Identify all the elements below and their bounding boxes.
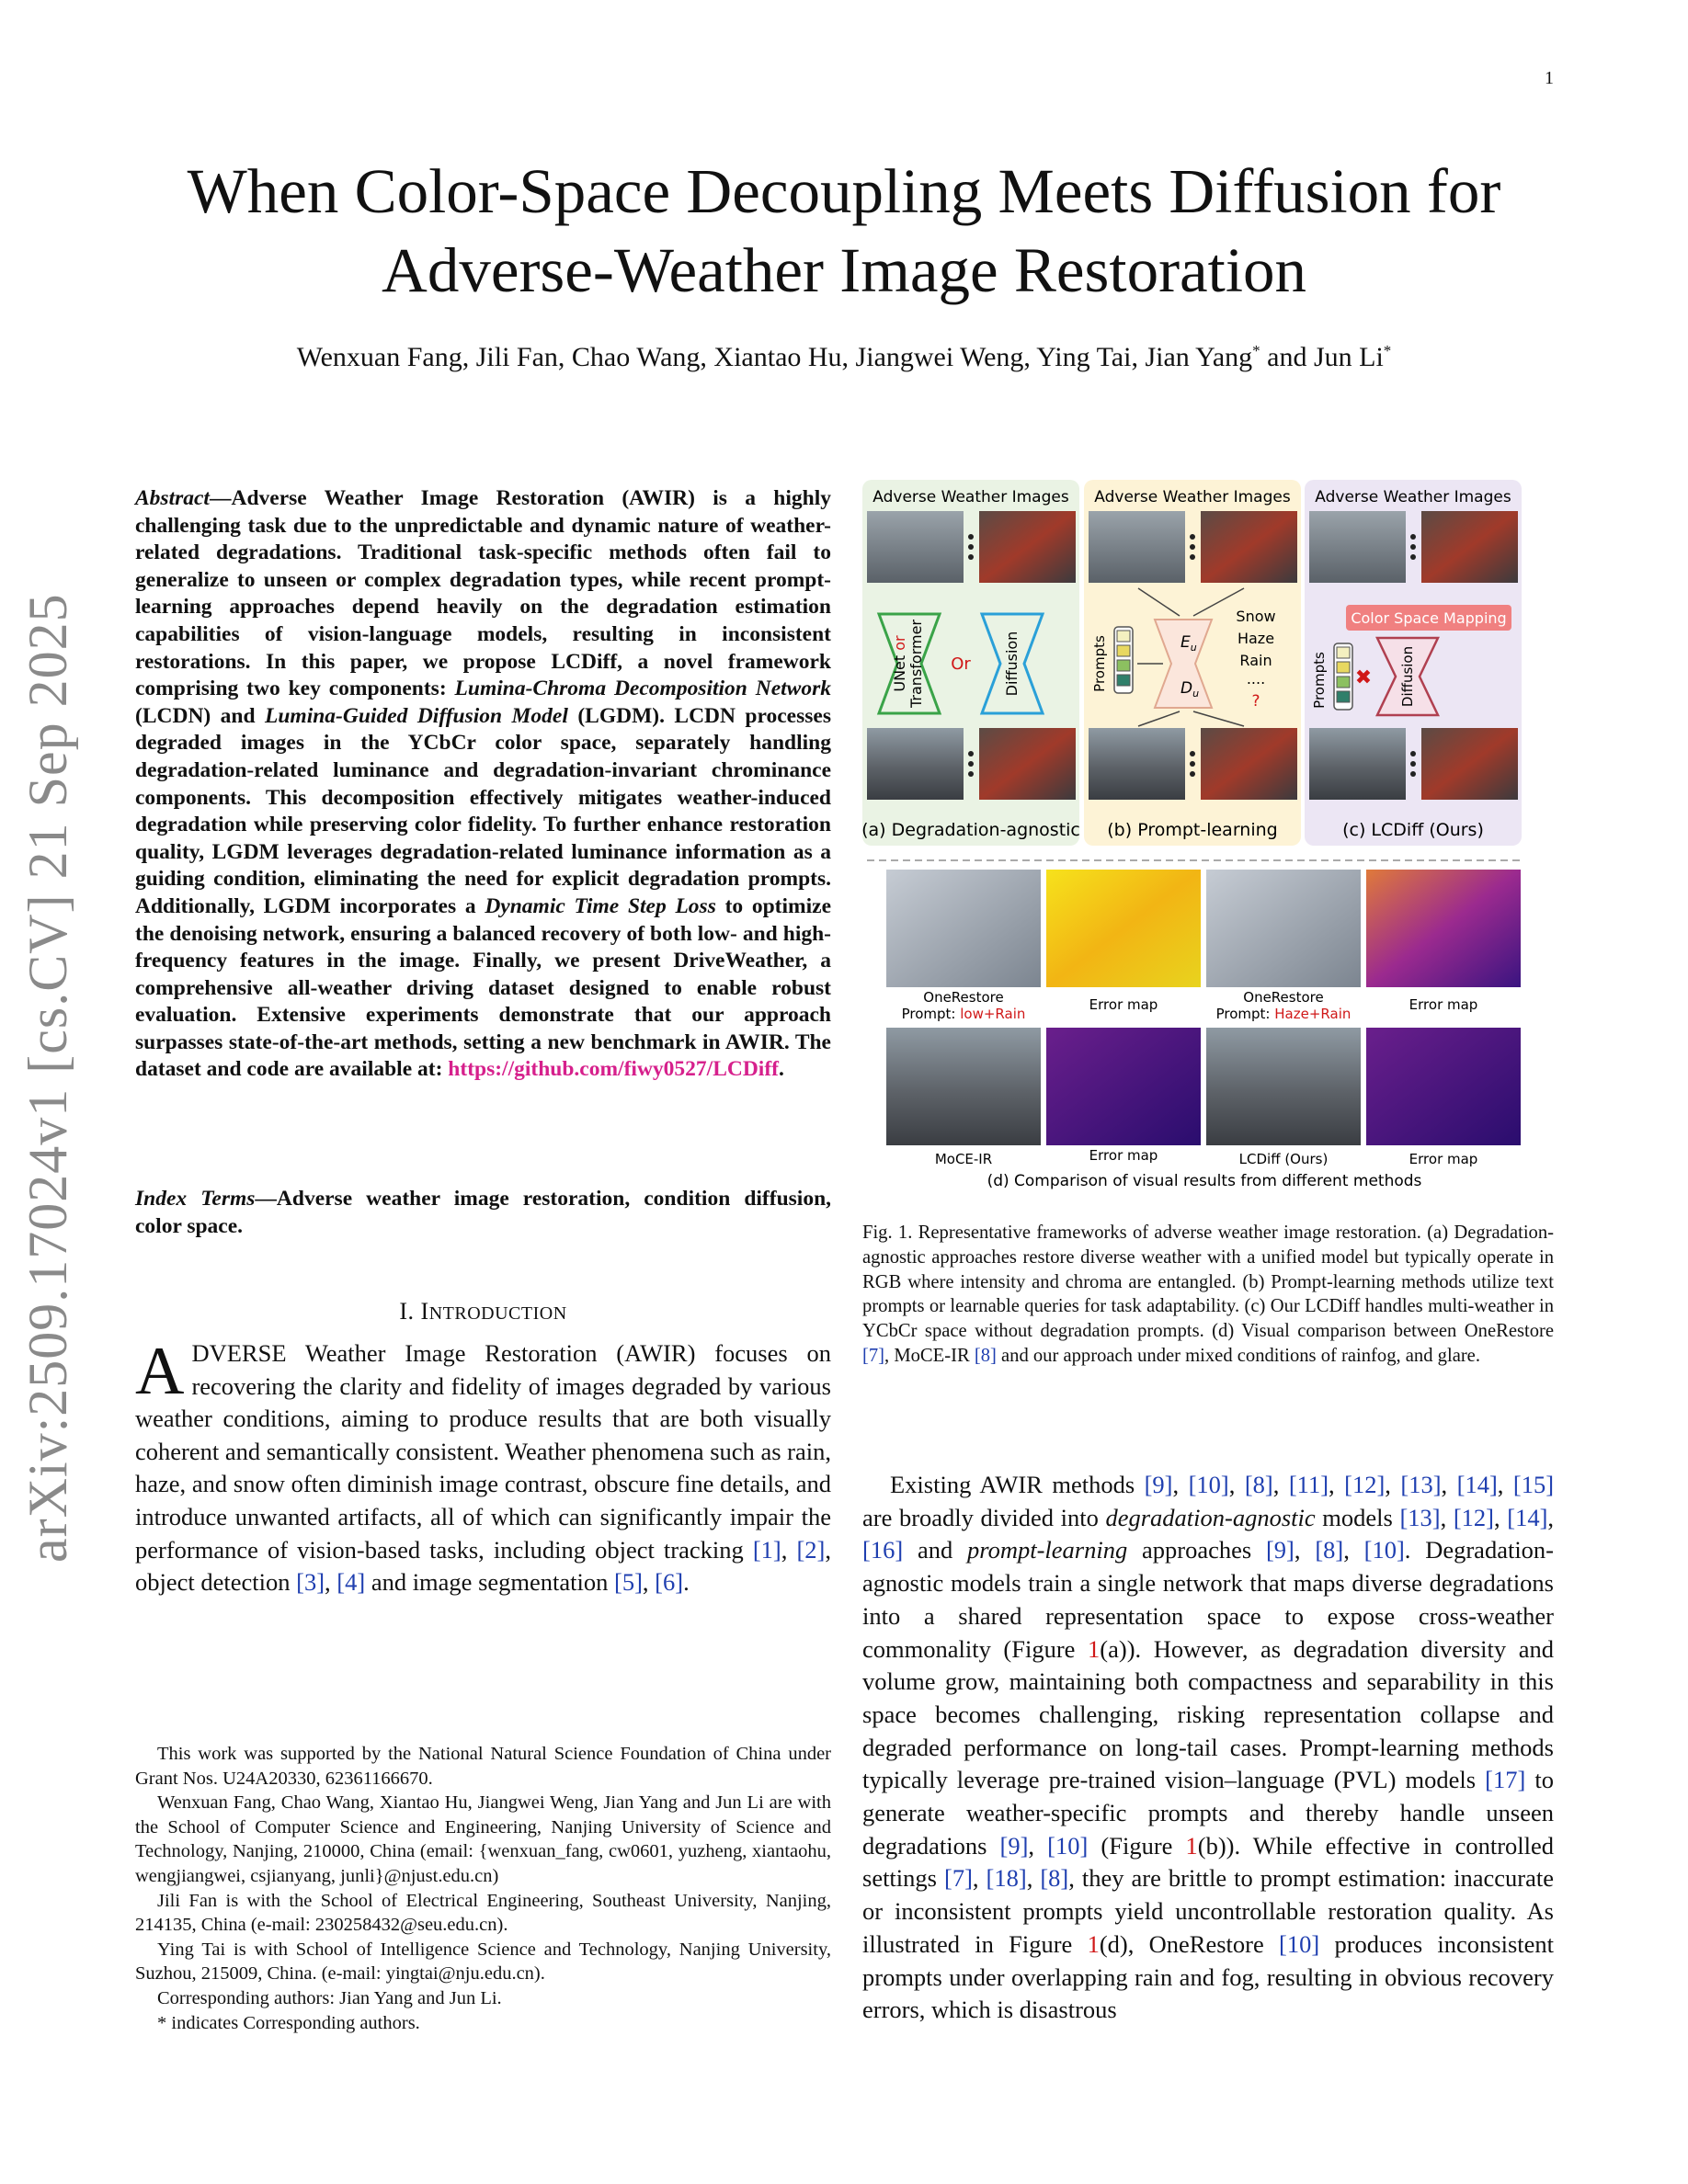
panel-b-title: Adverse Weather Images bbox=[1094, 488, 1291, 506]
citation[interactable]: [12] bbox=[1344, 1471, 1386, 1498]
body-text: are broadly divided into bbox=[862, 1503, 1106, 1531]
sep: , bbox=[1441, 1471, 1457, 1498]
error-map-label: Error map bbox=[1409, 1151, 1478, 1167]
citation[interactable]: [18] bbox=[986, 1864, 1027, 1893]
sep: , bbox=[1494, 1503, 1508, 1531]
caption-text: , MoCE-IR bbox=[884, 1345, 975, 1366]
author-list bbox=[129, 342, 1559, 373]
citation[interactable]: [13] bbox=[1399, 1503, 1441, 1531]
citation[interactable]: [7] bbox=[862, 1345, 885, 1366]
authors-text: Wenxuan Fang, Jili Fan, Chao Wang, Xiantao Hu, Jiangwei Weng, Ying Tai, Jian Yang bbox=[296, 342, 1253, 372]
sep: , bbox=[1294, 1536, 1316, 1564]
citation[interactable]: [14] bbox=[1456, 1471, 1498, 1498]
body-text: produces inconsistent prompts under overlapping rain and fog, resulting in obvious recovery errors, which is disastrous bbox=[862, 1929, 1555, 2024]
prompt-line: Prompt: low+Rain bbox=[901, 1006, 1026, 1022]
or-label: Or bbox=[951, 654, 971, 674]
citation[interactable]: [10] bbox=[1188, 1471, 1229, 1498]
citation[interactable]: [6] bbox=[655, 1568, 684, 1597]
cross-icon: ✖ bbox=[1354, 666, 1373, 689]
body-text: Existing AWIR methods bbox=[890, 1471, 1145, 1498]
question-label: ? bbox=[1251, 692, 1260, 711]
footnotes bbox=[135, 1742, 831, 2035]
body-text: . Degradation-agnostic models train a single network that maps diverse degradations into a shared representation space to expose cross-weather commonality (Figure bbox=[862, 1536, 1555, 1663]
citation[interactable]: [11] bbox=[1288, 1471, 1329, 1498]
figure-1-svg bbox=[862, 480, 1557, 1197]
corresponding-mark: * bbox=[1252, 342, 1260, 359]
output-image-road bbox=[867, 728, 964, 800]
abstract-text-2: (LCDN) and bbox=[135, 703, 265, 728]
citation[interactable]: [10] bbox=[1047, 1831, 1089, 1860]
intro-sep: , bbox=[325, 1568, 337, 1597]
figure-ref[interactable]: 1 bbox=[1185, 1831, 1198, 1860]
citation[interactable]: [10] bbox=[1279, 1929, 1320, 1958]
sep: , bbox=[1547, 1503, 1555, 1531]
prompts-label-c: Prompts bbox=[1311, 652, 1328, 709]
transformer-label: Transformer bbox=[907, 619, 925, 709]
title-line-2: Adverse-Weather Image Restoration bbox=[381, 235, 1307, 305]
term-degradation-agnostic: degradation-agnostic bbox=[1105, 1503, 1316, 1531]
footnote-affiliation-1: Wenxuan Fang, Chao Wang, Xiantao Hu, Jiangwei Weng, Jian Yang and Jun Li are with the School of Computer Science and Engineering, Nanjing University of Science and Technology, Nanjing, 210000, China (email: {wenxuan_fang, cw0601, yuzheng, xiantaohu, wengjiangwei, csjianyang, junli}@njust.edu.cn) bbox=[135, 1792, 831, 1886]
abstract-end: . bbox=[779, 1057, 784, 1082]
index-terms-lead: Index Terms bbox=[135, 1187, 256, 1211]
output-image-street bbox=[979, 728, 1076, 800]
intro-text: and image segmentation bbox=[365, 1568, 614, 1597]
error-map-label: Error map bbox=[1089, 1147, 1158, 1164]
onerestore-result-image bbox=[886, 870, 1041, 987]
figure-ref[interactable]: 1 bbox=[1087, 1929, 1100, 1958]
abstract-text-4: to optimize the denoising network, ensuring a balanced recovery of both low- and high-frequency features in the image. Finally, we present DriveWeather, a comprehensive all-weather driving dataset designed to enable robust evaluation. Extensive experiments demonstrate that our approach surpasses state-of-the-art methods, setting a new benchmark in AWIR. The dataset and code are available at: bbox=[135, 893, 832, 1082]
corresponding-mark-2: * bbox=[1383, 342, 1392, 359]
citation[interactable]: [8] bbox=[1315, 1536, 1344, 1564]
abstract-lead: Abstract bbox=[135, 486, 210, 510]
caption-c: (c) LCDiff (Ours) bbox=[1342, 820, 1484, 840]
snow-label: Snow bbox=[1236, 608, 1276, 625]
title-line-1: When Color-Space Decoupling Meets Diffusion for bbox=[187, 156, 1501, 226]
term-prompt-learning: prompt-learning bbox=[967, 1536, 1128, 1564]
drop-cap: A bbox=[135, 1334, 185, 1409]
abstract-lgdm: Lumina-Guided Diffusion Model bbox=[265, 703, 568, 728]
input-image-street bbox=[979, 511, 1076, 583]
onerestore-label: OneRestore bbox=[1243, 989, 1324, 1006]
right-column-text bbox=[862, 1469, 1554, 2027]
error-map-image bbox=[1046, 870, 1201, 987]
arxiv-stamp: arXiv:2509.17024v1 [cs.CV] 21 Sep 2025 bbox=[17, 593, 78, 1563]
citation[interactable]: [16] bbox=[862, 1536, 904, 1564]
output-image-street bbox=[1421, 728, 1518, 800]
body-text: (d), OneRestore bbox=[1099, 1929, 1280, 1958]
body-text: (a)). However, as degradation diversity and volume grow, maintaining both compactness and separability in this space becomes challenging, risking representation collapse and degraded performance on long-tail cases. Prompt-learning methods typically leverage pre-trained vision–language (PVL) models bbox=[862, 1634, 1554, 1794]
output-image-road bbox=[1309, 728, 1406, 800]
figure-caption bbox=[862, 1221, 1554, 1369]
sep: , bbox=[1172, 1471, 1189, 1498]
citation[interactable]: [14] bbox=[1507, 1503, 1548, 1531]
index-terms-text: Adverse weather image restoration, condition diffusion, color space. bbox=[135, 1187, 832, 1238]
section-number: I. bbox=[399, 1298, 421, 1325]
prompts-label: Prompts bbox=[1091, 635, 1108, 692]
caption-text: Fig. 1. Representative frameworks of adverse weather image restoration. (a) Degradation-agnostic approaches restore diverse weather with a unified model but typically operate in RGB where intensity and chroma are entangled. (b) Prompt-learning methods utilize text prompts or learnable queries for task adaptability. (c) Our LCDiff handles multi-weather in YCbCr space without degradation prompts. (d) Visual comparison between OneRestore bbox=[862, 1223, 1554, 1342]
intro-sep: , bbox=[781, 1535, 797, 1564]
input-image-rain bbox=[1089, 511, 1185, 583]
citation[interactable]: [17] bbox=[1485, 1766, 1526, 1794]
haze-label: Haze bbox=[1237, 630, 1275, 647]
sep: , bbox=[1385, 1471, 1401, 1498]
sep: , bbox=[1228, 1471, 1245, 1498]
input-image-rain bbox=[867, 511, 964, 583]
abstract-dtsl: Dynamic Time Step Loss bbox=[485, 893, 716, 918]
caption-a: (a) Degradation-agnostic bbox=[862, 820, 1080, 840]
abstract: Abstract—Adverse Weather Image Restoration (AWIR) is a highly challenging task due to the unpredictable and dynamic nature of weather-related degradations. Traditional task-specific methods often fail to generalize to unseen or complex degradation types, while recent prompt-learning approaches depend heavily on the degradation estimation capabilities of vision-language models, resulting in inconsistent restorations. In this paper, we propose LCDiff, a novel framework comprising two key components: Lumina-Chroma Decomposition Network (LCDN) and Lumina-Guided Diffusion Model (LGDM). LCDN processes degraded images in the YCbCr color space, separately handling degradation-related luminance and degradation-invariant chrominance components. This decomposition effectively mitigates weather-induced degradation while preserving color fidelity. To further enhance restoration quality, LGDM leverages degradation-related luminance information as a guiding condition, eliminating the need for explicit degradation prompts. Additionally, LGDM incorporates a Dynamic Time Step Loss to optimize the denoising network, ensuring a balanced recovery of both low- and high-frequency features in the image. Finally, we present DriveWeather, a comprehensive all-weather driving dataset designed to enable robust evaluation. Extensive experiments demonstrate that our approach surpasses state-of-the-art methods, setting a new benchmark in AWIR. The dataset and code are available at: https://github.com/fiwy0527/LCDiff. bbox=[135, 486, 832, 1082]
caption-d: (d) Comparison of visual results from different methods bbox=[987, 1172, 1422, 1190]
body-text: , they are brittle to prompt estimation: inaccurate or inconsistent prompts yield uncontrollable restoration quality. As illustrated in Figure bbox=[862, 1864, 1555, 1958]
caption-b: (b) Prompt-learning bbox=[1107, 820, 1278, 840]
intro-paragraph bbox=[135, 1334, 831, 1599]
intro-end: . bbox=[683, 1568, 690, 1597]
authors-last: and Jun Li bbox=[1260, 342, 1384, 372]
intro-text: , object detection bbox=[135, 1535, 831, 1597]
sep: , bbox=[972, 1864, 987, 1893]
color-space-mapping-label: Color Space Mapping bbox=[1351, 609, 1507, 627]
citation[interactable]: [10] bbox=[1363, 1536, 1405, 1564]
body-text: (Figure bbox=[1088, 1831, 1186, 1860]
body-text: (b)). While effective in controlled settings bbox=[862, 1831, 1555, 1893]
panel-c-title: Adverse Weather Images bbox=[1315, 488, 1511, 506]
diffusion-label: Diffusion bbox=[1003, 631, 1021, 697]
citation[interactable]: [9] bbox=[999, 1831, 1029, 1860]
body-text: and bbox=[903, 1536, 967, 1564]
citation[interactable]: [3] bbox=[296, 1568, 325, 1597]
input-image-street bbox=[1421, 511, 1518, 583]
body-text: models bbox=[1315, 1503, 1400, 1531]
abstract-lcdn: Lumina-Chroma Decomposition Network bbox=[454, 677, 831, 701]
sep: , bbox=[1497, 1471, 1513, 1498]
sep: , bbox=[1329, 1471, 1345, 1498]
paper-title bbox=[129, 152, 1559, 310]
prompt-line: Prompt: Haze+Rain bbox=[1215, 1006, 1352, 1022]
citation[interactable]: [15] bbox=[1512, 1471, 1555, 1498]
panel-a-title: Adverse Weather Images bbox=[873, 488, 1069, 506]
sep: , bbox=[1440, 1503, 1454, 1531]
error-map-image bbox=[1366, 1028, 1521, 1145]
input-image-rain bbox=[1309, 511, 1406, 583]
figure-ref[interactable]: 1 bbox=[1088, 1634, 1101, 1663]
onerestore-result-image bbox=[1206, 870, 1361, 987]
body-paragraph bbox=[862, 1469, 1554, 2027]
abstract-text-1: Adverse Weather Image Restoration (AWIR) is a highly challenging task due to the unpredictable and dynamic nature of weather-related degradations. Traditional task-specific methods often fail to generalize to unseen or complex degradation types, while recent prompt-learning approaches depend heavily on the degradation estimation capabilities of vision-language models, resulting in inconsistent restorations. In this paper, we propose LCDiff, a novel framework comprising two key components: bbox=[135, 486, 831, 701]
citation[interactable]: [8] bbox=[1040, 1864, 1069, 1893]
citation[interactable]: [8] bbox=[1244, 1471, 1273, 1498]
output-image-road bbox=[1089, 728, 1185, 800]
footnote-affiliation-3: Ying Tai is with School of Intelligence Science and Technology, Nanjing University, Suzhou, 215009, China. (e-mail: yingtai@nju.edu.cn). bbox=[135, 1939, 831, 1985]
citation[interactable]: [8] bbox=[974, 1345, 997, 1366]
comparison-grid bbox=[886, 870, 1521, 1190]
citation[interactable]: [1] bbox=[752, 1535, 781, 1564]
error-map-label: Error map bbox=[1409, 996, 1478, 1013]
section-rest: NTRODUCTION bbox=[428, 1303, 567, 1324]
citation[interactable]: [9] bbox=[1144, 1471, 1173, 1498]
onerestore-label: OneRestore bbox=[923, 989, 1004, 1006]
sep: , bbox=[1026, 1864, 1041, 1893]
citation[interactable]: [5] bbox=[614, 1568, 643, 1597]
unet-label: UNet or bbox=[891, 635, 908, 692]
citation[interactable]: [12] bbox=[1453, 1503, 1494, 1531]
caption-text: and our approach under mixed conditions of rainfog, and glare. bbox=[996, 1345, 1480, 1366]
figure-1 bbox=[862, 480, 1557, 1197]
error-map-image bbox=[1046, 1028, 1201, 1145]
code-link[interactable]: https://github.com/fiwy0527/LCDiff bbox=[448, 1057, 779, 1082]
output-image-street bbox=[1201, 728, 1297, 800]
rain-label: Rain bbox=[1239, 652, 1272, 669]
section-cap: I bbox=[420, 1298, 429, 1325]
citation[interactable]: [2] bbox=[796, 1535, 826, 1564]
footnote-corresponding: Corresponding authors: Jian Yang and Jun Li. bbox=[157, 1987, 502, 2008]
error-map-image bbox=[1366, 870, 1521, 987]
footnote-affiliation-2: Jili Fan is with the School of Electrical Engineering, Southeast University, Nanjing, 214135, China (e-mail: 230258432@seu.edu.cn). bbox=[135, 1890, 831, 1936]
sep: , bbox=[1272, 1471, 1289, 1498]
page-number: 1 bbox=[1545, 68, 1554, 88]
diffusion-label-c: Diffusion bbox=[1399, 645, 1416, 708]
footnote-star: * indicates Corresponding authors. bbox=[157, 2012, 420, 2033]
sep: , bbox=[1343, 1536, 1364, 1564]
sep: , bbox=[1028, 1831, 1048, 1860]
lcdiff-label: LCDiff (Ours) bbox=[1238, 1151, 1329, 1167]
citation[interactable]: [4] bbox=[336, 1568, 366, 1597]
abstract-text-3: (LGDM). LCDN processes degraded images in the YCbCr color space, separately handling degradation-related luminance and degradation-invariant chrominance components. This decomposition effectively mitigates weather-induced degradation while preserving color fidelity. To further enhance restoration quality, LGDM leverages degradation-related luminance information as a guiding condition, eliminating the need for explicit degradation prompts. Additionally, LGDM incorporates a bbox=[135, 703, 831, 918]
body-text: approaches bbox=[1127, 1536, 1266, 1564]
intro-text: DVERSE Weather Image Restoration (AWIR) focuses on recovering the clarity and fidelity of images degraded by various weather conditions, aiming to produce results that are both visually coherent and semantically consistent. Weather phenomena such as rain, haze, and snow often diminish image contrast, obscure fine details, and introduce unwanted artifacts, all of which can significantly impair the performance of vision-based tasks, including object tracking bbox=[135, 1339, 831, 1564]
citation[interactable]: [9] bbox=[1265, 1536, 1295, 1564]
body-text: to generate weather-specific prompts and thereby handle unseen degradations bbox=[862, 1766, 1554, 1860]
error-map-label: Error map bbox=[1089, 996, 1158, 1013]
section-heading bbox=[135, 1298, 831, 1325]
moce-label: MoCE-IR bbox=[934, 1151, 993, 1167]
input-image-street bbox=[1201, 511, 1297, 583]
encoder-label: $E_u$ bbox=[1180, 633, 1197, 654]
index-terms: Index Terms—Adverse weather image restoration, condition diffusion, color space. bbox=[135, 1187, 832, 1238]
citation[interactable]: [13] bbox=[1400, 1471, 1442, 1498]
more-label: .... bbox=[1246, 670, 1266, 688]
decoder-label: $D_u$ bbox=[1180, 679, 1200, 700]
intro-sep: , bbox=[642, 1568, 656, 1597]
lcdiff-result-image bbox=[1206, 1028, 1361, 1145]
moce-result-image bbox=[886, 1028, 1041, 1145]
citation[interactable]: [7] bbox=[944, 1864, 973, 1893]
footnote-funding: This work was supported by the National Natural Science Foundation of China under Grant Nos. U24A20330, 62361166670. bbox=[135, 1744, 831, 1789]
